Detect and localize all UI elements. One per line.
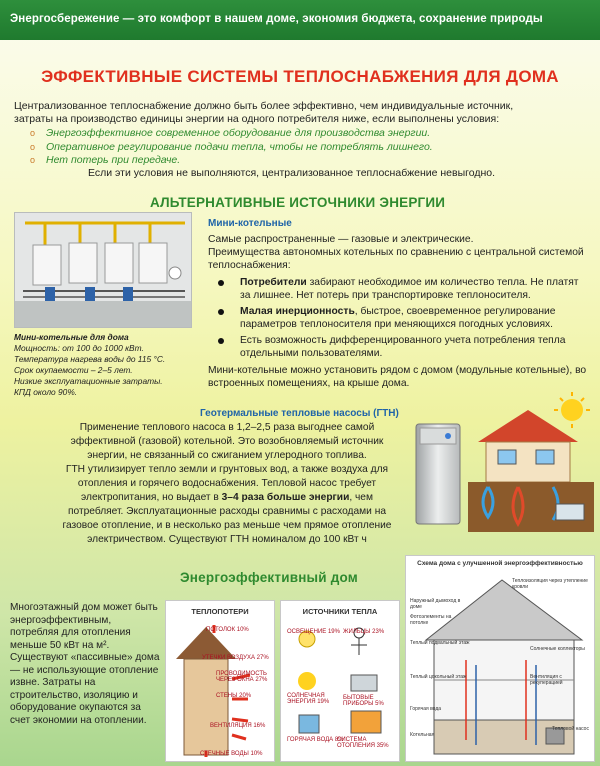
boiler-room-photo [14,212,192,328]
condition-item: o Нет потерь при передаче. [30,154,181,166]
mini-boilers-subhead: Мини-котельные [208,218,292,229]
bullet-dot-icon [218,280,224,286]
boiler-caption [14,332,204,398]
boiler-spec: КПД около 90%. [14,387,78,397]
scheme-label: Теплоизоляция через утепление кровли [512,578,588,590]
energy-efficient-house-text: Многоэтажный дом может быть энергоэффективным, потребляя для отопления меньше 50 кВт на м². Существуют «пассивные» дома — не использующие отопление извне. Затраты на строительство, изоляцию и оборудование окупаются за счет экономии на отоплении. [10,602,160,726]
bullet-icon: o [30,128,36,138]
advantage-item: Малая инерционность, быстрое, своевременное регулирование параметров теплоносителя при меняющихся погодных условиях. [208,305,588,331]
advantage-item: Потребители забирают необходимое им количество тепла. Не платят за лишнее. Нет потерь при транспортировке теплоносителя. [208,276,588,302]
loss-label: ПОТОЛОК 10% [206,627,249,633]
intro-line-1: Централизованное теплоснабжение должно быть более эффективно, чем индивидуальные источник, [14,100,514,112]
geo-paragraph-1: Применение теплового насоса в 1,2–2,5 раза выгоднее самой эффективной (газовой) котельной. Это возобновляемый источник энергии, не связанный со сжиганием углеродного топлива. [70,422,384,461]
house-scheme-title: Схема дома с улучшенной энергоэффективностью [417,560,583,567]
boiler-spec: Срок окупаемости – 2–5 лет. [14,365,133,375]
scheme-label: Наружный дымоход в доме [410,598,461,610]
scheme-label: Горячая вода [410,706,442,712]
loss-label: ВЕНТИЛЯЦИЯ 16% [210,723,266,729]
boiler-spec: Мощность: от 100 до 1000 кВт. [14,343,144,353]
heat-losses-title: ТЕПЛОПОТЕРИ [191,607,249,616]
heat-sources-title: ИСТОЧНИКИ ТЕПЛА [302,607,378,616]
loss-label: СТЕЧНЫЕ ВОДЫ 10% [200,751,263,757]
source-label: СОЛНЕЧНАЯ ЭНЕРГИЯ 19% [287,693,330,705]
heat-losses-diagram [166,619,274,759]
mini-boilers-line2: Преимущества автономных котельных по сравнению с центральной системой теплоснабжения: [208,247,584,271]
source-label: СИСТЕМА ОТОПЛЕНИЯ 35% [337,737,389,749]
bullet-dot-icon [218,338,224,344]
loss-label: ПРОВОДИМОСТЬ ЧЕРЕЗ ОКНА 27% [216,671,268,683]
heat-pump-image [408,420,468,528]
conditions-list [30,127,570,168]
scheme-label: Теплый цокольный этаж [410,674,467,680]
house-geothermal-illustration [468,392,594,532]
advantage-item: Есть возможность дифференцированного учета потребления тепла отдельными пользователями. [208,334,588,360]
geo-heat-pump-text [60,421,394,547]
advantages-list [208,276,588,360]
mini-boilers-closing: Мини-котельные можно установить рядом с домом (модульные котельные), во встроенных помещениях, на крыше дома. [208,365,587,389]
condition-item: o Энергоэффективное современное оборудование для производства энергии. [30,127,431,139]
source-label: ЖИЛЬЦЫ 23% [343,629,385,635]
boiler-spec: Низкие эксплуатационные затраты. [14,376,163,386]
loss-label: СТЕНЫ 20% [216,693,252,699]
heat-sources-panel [280,600,400,762]
scheme-label: Теплый подвальный этаж [410,640,470,646]
geo-paragraph-2: ГТН утилизирует тепло земли и грунтовых вод, а также воздуха для отопления и горячего водоснабжения. Тепловой насос требует электропитания, но выдает в 3–4 раза больше энергии, чем потребляет. Эксплуатационные расходы сравнимы с расходами на газовое отопление, и в несколько раз меньше чем прямое отопление электричеством. Существуют ГТН номиналом до 100 кВт ч [62,464,392,545]
intro-text [14,100,589,126]
scheme-label: Котельная [410,732,435,738]
bullet-icon: o [30,155,36,165]
page-title: ЭФФЕКТИВНЫЕ СИСТЕМЫ ТЕПЛОСНАБЖЕНИЯ ДЛЯ ДОМА [41,67,559,86]
bullet-icon: o [30,141,36,152]
source-label: ОСВЕЩЕНИЕ 19% [287,629,340,635]
energy-efficient-house-heading: Энергоэффективный дом [180,570,358,585]
scheme-label: Солнечные коллекторы [530,646,585,652]
boiler-room-illustration [15,213,192,328]
mini-boilers-line1: Самые распространенные — газовые и электрические. [208,234,474,245]
scheme-label: Тепловой насос [552,726,589,732]
loss-label: УТЕЧКИ ВОЗДУХА 27% [202,655,269,661]
boiler-caption-title: Мини-котельные для дома [14,332,129,342]
source-label: БЫТОВЫЕ ПРИБОРЫ 5% [343,695,384,707]
house-scheme-panel [405,555,595,762]
no-conditions-text: Если эти условия не выполняются, централизованное теплоснабжение невыгодно. [88,167,496,179]
heat-losses-panel [165,600,275,762]
boiler-spec: Температура нагрева воды до 115 °С. [14,354,166,364]
top-banner: Энергосбережение — это комфорт в нашем доме, экономия бюджета, сохранение природы [0,0,600,40]
mini-boilers-section [208,218,588,390]
bullet-dot-icon [218,309,224,315]
scheme-label: Фотоэлементы на потолке [410,614,452,626]
alt-sources-heading: АЛЬТЕРНАТИВНЫЕ ИСТОЧНИКИ ЭНЕРГИИ [150,195,446,210]
scheme-label: Вентиляция с рекуперацией [530,674,563,686]
geo-heat-pump-title: Геотермальные тепловые насосы (ГТН) [200,408,399,419]
intro-line-2: затраты на производство единицы энергии на одного потребителя ниже, если выполнены условия: [14,113,500,125]
source-label: ГОРЯЧАЯ ВОДА 8% [287,737,344,743]
condition-item: o Оперативное регулирование подачи тепла, чтобы не потреблять лишнего. [30,140,433,153]
house-geothermal-image [468,392,594,532]
heat-pump-illustration [408,420,468,528]
